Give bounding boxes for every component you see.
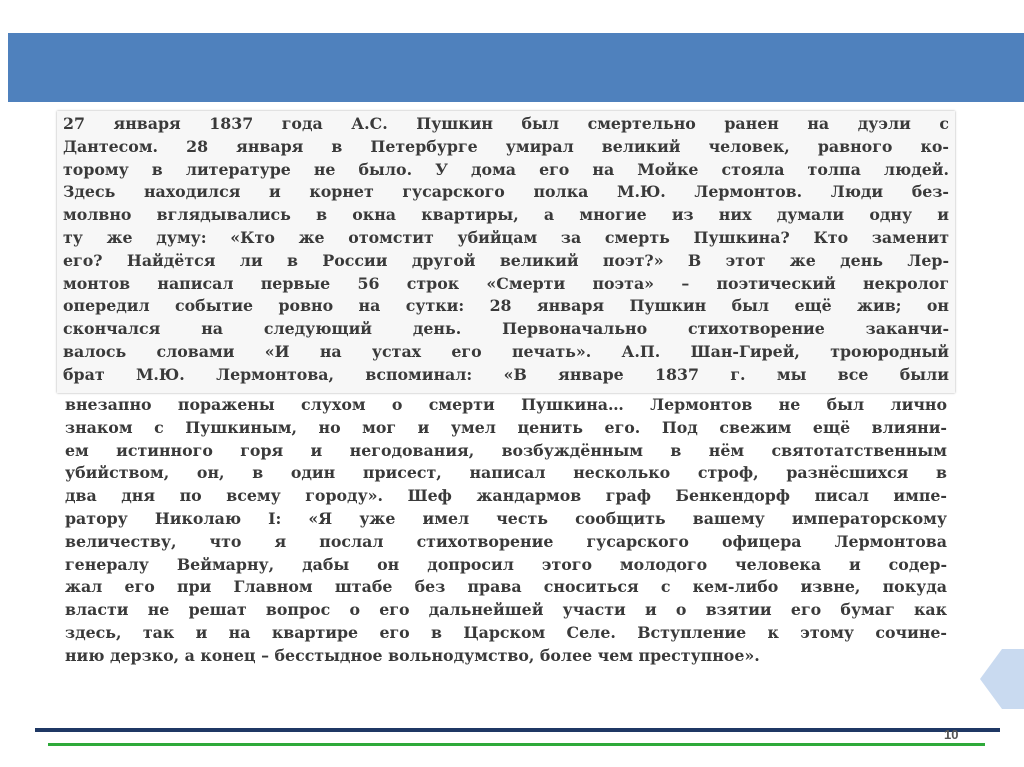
- text-line: ту же думу: «Кто же отомстит убийцам за смерть Пушкина? Кто заменит: [63, 227, 949, 247]
- page-number: 10: [944, 727, 959, 742]
- text-line: торому в литературе не было. У дома его на Мойке стояла толпа людей.: [63, 159, 949, 179]
- text-line: Дантесом. 28 января в Петербурге умирал великий человек, равного ко-: [63, 136, 949, 156]
- text-line: внезапно поражены слухом о смерти Пушкина… Лермонтов не был лично: [65, 395, 947, 414]
- text-line: нию дерзко, а конец – бесстыдное вольнодумство, более чем преступное».: [65, 645, 760, 665]
- text-line: два дня по всему городу». Шеф жандармов граф Бенкендорф писал импе-: [65, 486, 947, 506]
- text-line: монтов написал первые 56 строк «Смерти поэта» – поэтический некролог: [63, 273, 949, 293]
- text-line: власти не решат вопрос о его дальнейшей участи и о взятии его бумаг как: [65, 600, 947, 620]
- text-line: 27 января 1837 года А.С. Пушкин был смертельно ранен на дуэли с: [63, 114, 949, 133]
- left-arrow-icon[interactable]: [980, 649, 1024, 709]
- footer-divider-navy: [35, 728, 1000, 732]
- title-banner: [8, 33, 1024, 102]
- text-line: опередил событие ровно на сутки: 28 января Пушкин был ещё жив; он: [63, 296, 949, 316]
- text-line: брат М.Ю. Лермонтова, вспоминал: «В январе 1837 г. мы все были: [63, 364, 949, 384]
- text-line: валось словами «И на устах его печать». А.П. Шан-Гирей, троюродный: [63, 341, 949, 361]
- text-line: жал его при Главном штабе без права сноситься с кем-либо извне, покуда: [65, 577, 947, 597]
- text-line: Здесь находился и корнет гусарского полка М.Ю. Лермонтов. Люди без-: [63, 182, 949, 202]
- text-line: ратору Николаю I: «Я уже имел честь сообщить вашему императорскому: [65, 508, 947, 528]
- text-line: генералу Веймарну, дабы он допросил этого молодого человека и содер-: [65, 554, 947, 574]
- text-line: молвно вглядывались в окна квартиры, а многие из них думали одну и: [63, 205, 949, 225]
- text-line: убийством, он, в один присест, написал несколько строф, разнёсшихся в: [65, 463, 947, 483]
- text-line: здесь, так и на квартире его в Царском Селе. Вступление к этому сочине-: [65, 622, 947, 642]
- text-line: знаком с Пушкиным, но мог и умел ценить его. Под свежим ещё влияни-: [65, 417, 947, 437]
- text-line: скончался на следующий день. Первоначально стихотворение заканчи-: [63, 319, 949, 339]
- text-line: его? Найдётся ли в России другой великий поэт?» В этот же день Лер-: [63, 250, 949, 270]
- text-line: ем истинного горя и негодования, возбуждённым в нём святотатственным: [65, 440, 947, 460]
- text-line: величеству, что я послал стихотворение гусарского офицера Лермонтова: [65, 531, 947, 551]
- text-block-bottom: [59, 394, 953, 668]
- text-block-top: [57, 111, 955, 393]
- footer-divider-green: [48, 743, 985, 746]
